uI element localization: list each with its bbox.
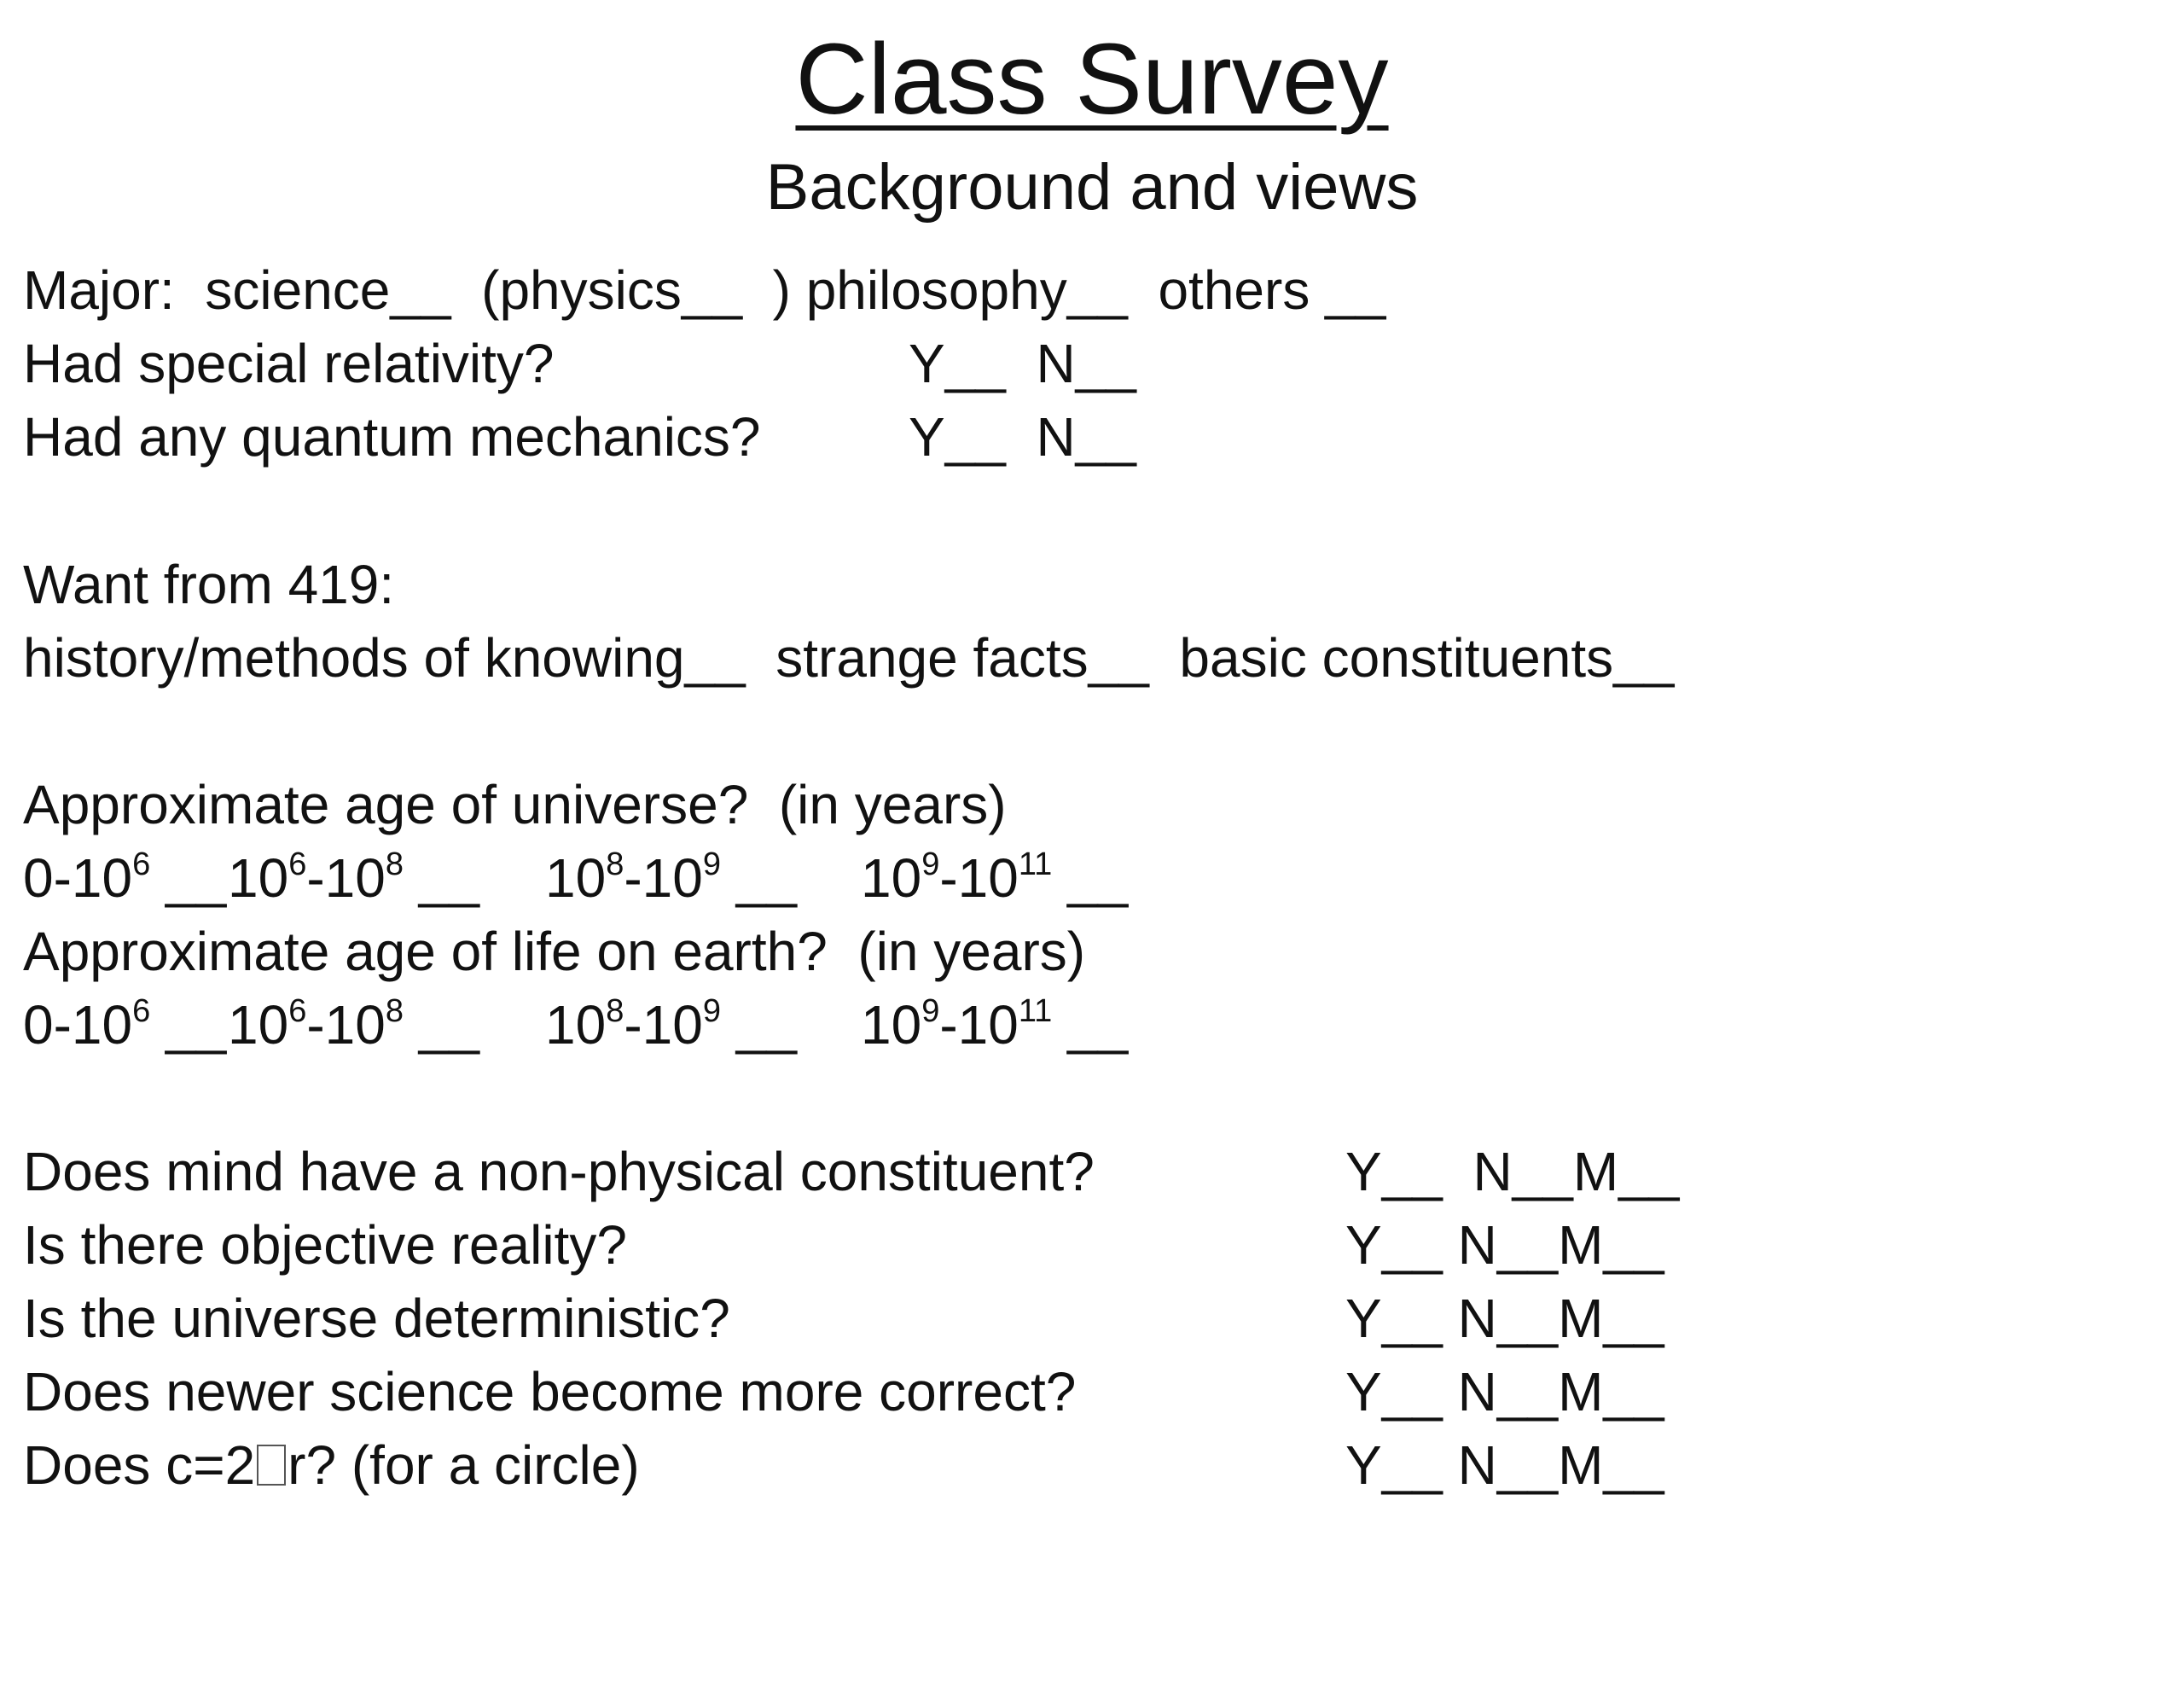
life-range-2: $10^6-10^8$ __ bbox=[228, 993, 479, 1056]
universe-range-2: $10^6-10^8$ __ bbox=[228, 846, 479, 909]
universe-range-1: $0-10^6$ __ bbox=[23, 846, 227, 909]
life-range-4: $10^9-10^{11}$ __ bbox=[861, 993, 1129, 1056]
view-answer: Y__ N__M__ bbox=[1345, 1288, 1664, 1349]
universe-range-3: $10^8-10^9$ __ bbox=[545, 846, 797, 909]
life-range-1: $0-10^6$ __ bbox=[23, 993, 227, 1056]
view-answer: Y__ N__M__ bbox=[1345, 1434, 1664, 1496]
view-question: Is there objective reality? bbox=[23, 1214, 627, 1276]
life-age-question: Approximate age of life on earth? (in years) bbox=[23, 921, 1086, 982]
universe-age-question: Approximate age of universe? (in years) bbox=[23, 774, 1007, 835]
missing-glyph-box bbox=[257, 1445, 286, 1486]
view-answer: Y__ N__M__ bbox=[1345, 1141, 1680, 1202]
view-answer: Y__ N__M__ bbox=[1345, 1361, 1664, 1422]
view-answer: Y__ N__M__ bbox=[1345, 1214, 1664, 1276]
slide-subtitle: Background and views bbox=[765, 151, 1419, 224]
relativity-question: Had special relativity? bbox=[23, 333, 555, 394]
quantum-question: Had any quantum mechanics? bbox=[23, 406, 761, 468]
want-label: Want from 419: bbox=[23, 554, 395, 615]
view-question: Does mind have a non-physical constituent? bbox=[23, 1141, 1095, 1202]
major-line: Major: science__ (physics__ ) philosophy__ others __ bbox=[23, 259, 1386, 321]
view-question: Does c=2 r? (for a circle) bbox=[23, 1434, 640, 1496]
universe-range-4: $10^9-10^{11}$ __ bbox=[861, 846, 1129, 909]
slide-title: Class Survey bbox=[795, 23, 1389, 136]
view-question: Does newer science become more correct? bbox=[23, 1361, 1077, 1422]
view-row bbox=[23, 1431, 1815, 1704]
view-question: Is the universe deterministic? bbox=[23, 1288, 730, 1349]
life-range-3: $10^8-10^9$ __ bbox=[545, 993, 797, 1056]
relativity-answer: Y__ N__ bbox=[909, 333, 1136, 394]
want-options: history/methods of knowing__ strange facts__ basic constituents__ bbox=[23, 627, 1675, 689]
quantum-answer: Y__ N__ bbox=[909, 406, 1136, 468]
